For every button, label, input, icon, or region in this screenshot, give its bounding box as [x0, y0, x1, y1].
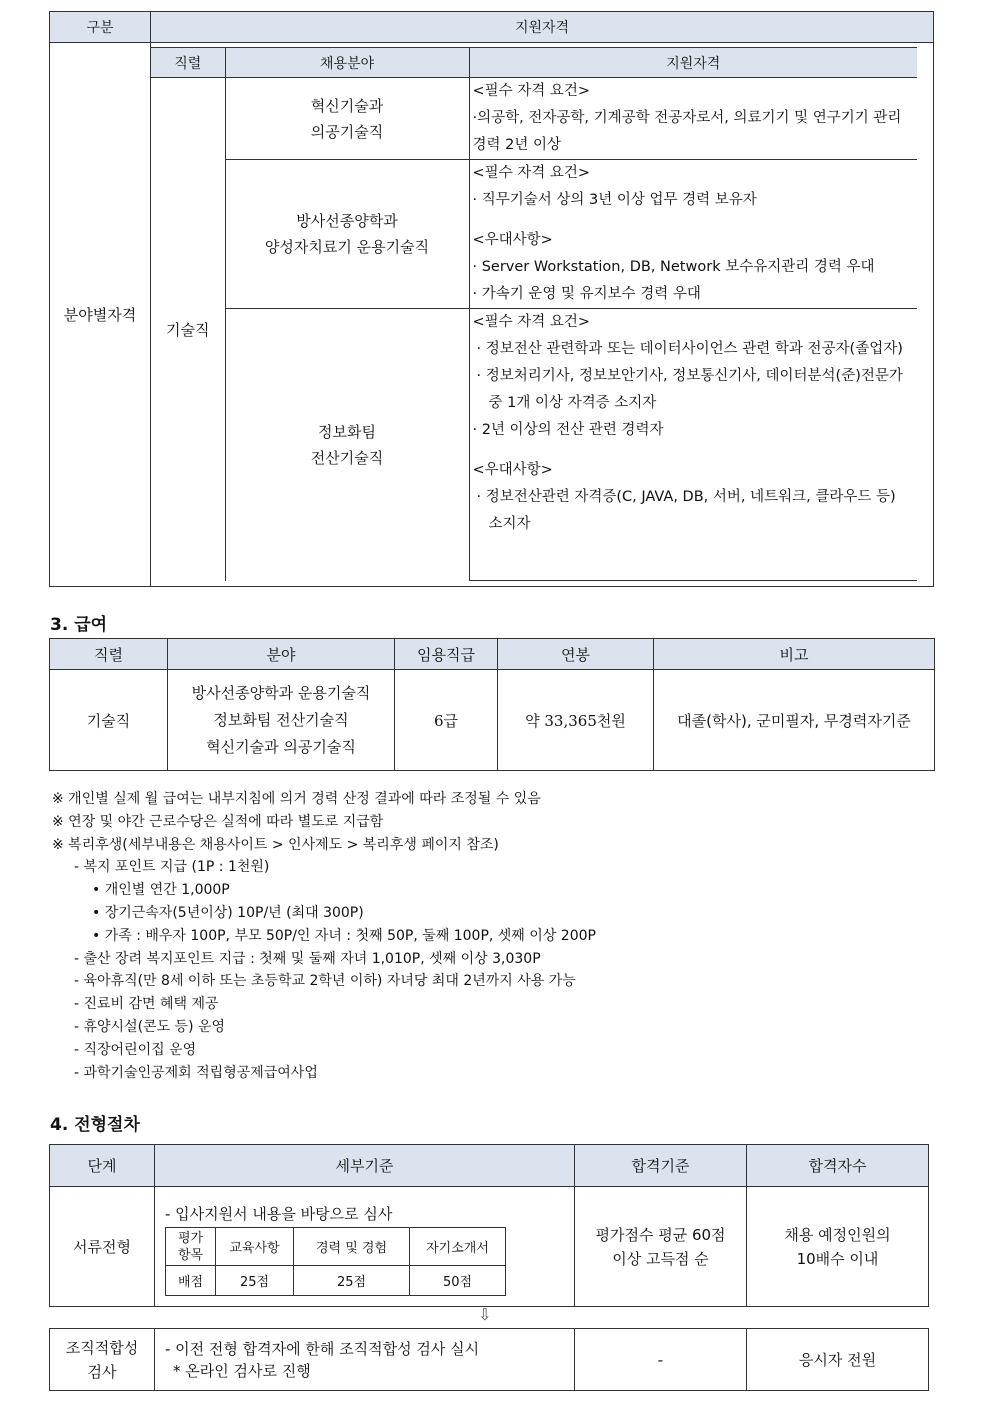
qual-line: <필수 자격 요건> — [472, 83, 591, 99]
score-item-1: 교육사항 — [216, 1228, 294, 1266]
note-line: - 복지 포인트 지급 (1P : 1천원) — [74, 859, 270, 876]
header-division: 구분 — [50, 12, 151, 43]
salary-pay: 약 33,365천원 — [498, 670, 654, 771]
salary-fields — [168, 670, 395, 771]
note-line: - 직장어린이집 운영 — [74, 1041, 197, 1058]
qual-line: · 정보전산관련 자격증(C, JAVA, DB, 서버, 네트워크, 클라우드 등) 소지자 — [476, 489, 896, 532]
stage-aptitude-pass: - — [575, 1329, 747, 1391]
qual-cell-1 — [469, 78, 917, 160]
field-name: 혁신기술과 — [310, 96, 384, 115]
stage-document: 서류전형 — [50, 1187, 155, 1307]
stage-aptitude-count: 응시자 전원 — [747, 1329, 929, 1391]
salary-grade: 6급 — [395, 670, 498, 771]
salary-field: 방사선종양학과 운용기술직 — [191, 683, 371, 702]
qual-line: <필수 자격 요건> — [472, 165, 591, 181]
stage-document-count — [747, 1187, 929, 1307]
salary-section-title: 3. 급여 — [50, 615, 108, 635]
field-name: 방사선종양학과 — [296, 212, 398, 230]
score-value-2: 25점 — [294, 1266, 410, 1296]
salary-table — [49, 638, 935, 771]
proc-header-detail: 세부기준 — [155, 1145, 575, 1187]
sub-header-qual: 지원자격 — [469, 48, 917, 78]
note-line: • 가족 : 배우자 100P, 부모 50P/인 자녀 : 첫째 50P, 둘째 100P, 셋째 이상 200P — [92, 927, 596, 944]
qual-line: · 2년 이상의 전산 관련 경력자 — [472, 422, 664, 438]
salary-field: 혁신기술과 의공기술직 — [206, 737, 356, 756]
qual-cell-3 — [469, 309, 917, 581]
qual-line: <우대사항> — [472, 232, 553, 248]
note-line: ※ 연장 및 야간 근로수당은 실적에 따라 별도로 지급함 — [52, 813, 384, 830]
score-header-text: 항목 — [177, 1247, 204, 1263]
stage-document-detail — [155, 1187, 575, 1307]
stage-document-desc: - 입사지원서 내용을 바탕으로 심사 — [165, 1205, 393, 1223]
score-table — [165, 1227, 506, 1296]
proc-header-count: 합격자수 — [747, 1145, 929, 1187]
note-line: ※ 복리후생(세부내용은 채용사이트 > 인사제도 > 복리후생 페이지 참조) — [52, 836, 499, 853]
note-line: - 과학기술인공제회 적립형공제급여사업 — [74, 1064, 318, 1081]
qual-line — [473, 214, 915, 227]
qual-line: · 정보전산 관련학과 또는 데이터사이언스 관련 학과 전공자(졸업자) — [476, 341, 903, 357]
pass-text: 평가점수 평균 60점 — [595, 1225, 726, 1244]
proc-header-pass: 합격기준 — [575, 1145, 747, 1187]
field-name: 의공기술직 — [310, 122, 384, 141]
salary-header-rank: 직렬 — [50, 639, 168, 670]
qualification-table — [49, 11, 934, 587]
qual-line: · Server Workstation, DB, Network 보수유지관리 경력 우대 — [472, 259, 875, 275]
qualification-inner-table — [151, 47, 917, 581]
sub-header-rank: 직렬 — [151, 48, 225, 78]
field-name: 양성자치료기 운용기술직 — [264, 238, 430, 256]
score-item-2: 경력 및 경험 — [294, 1228, 410, 1266]
header-qualification: 지원자격 — [151, 12, 934, 43]
field-cell-1 — [225, 78, 469, 160]
arrow-down-icon: ⇩ — [478, 1305, 492, 1324]
salary-header-grade: 임용직급 — [395, 639, 498, 670]
note-line: - 휴양시설(콘도 등) 운영 — [74, 1018, 226, 1035]
qual-line: ·의공학, 전자공학, 기계공학 전공자로서, 의료기기 및 연구기기 관리 경력 2년 이상 — [472, 110, 902, 153]
score-header-points: 배점 — [166, 1266, 216, 1296]
score-item-3: 자기소개서 — [410, 1228, 506, 1266]
score-value-1: 25점 — [216, 1266, 294, 1296]
salary-header-note: 비고 — [654, 639, 935, 670]
count-text: 10배수 이내 — [796, 1249, 879, 1268]
salary-field: 정보화팀 전산기술직 — [213, 710, 349, 729]
note-line: • 장기근속자(5년이상) 10P/년 (최대 300P) — [92, 904, 364, 921]
benefit-notes — [52, 788, 596, 1084]
stage-text: 조직적합성 — [65, 1338, 139, 1357]
section-label: 분야별자격 — [50, 43, 151, 587]
proc-header-stage: 단계 — [50, 1145, 155, 1187]
stage-aptitude-desc: - 이전 전형 합격자에 한해 조직적합성 검사 실시 — [165, 1339, 480, 1358]
score-value-3: 50점 — [410, 1266, 506, 1296]
qual-line: <필수 자격 요건> — [472, 314, 591, 330]
procedure-table-2 — [49, 1328, 929, 1391]
score-header-eval — [166, 1228, 216, 1266]
note-line: - 출산 장려 복지포인트 지급 : 첫째 및 둘째 자녀 1,010P, 셋째 이상 3,030P — [74, 950, 541, 967]
salary-header-field: 분야 — [168, 639, 395, 670]
field-cell-3 — [225, 309, 469, 581]
salary-header-pay: 연봉 — [498, 639, 654, 670]
note-line: ※ 개인별 실제 월 급여는 내부지침에 의거 경력 산정 결과에 따라 조정될 수 있음 — [52, 791, 541, 807]
procedure-section-title: 4. 전형절차 — [50, 1115, 140, 1135]
qual-line: · 가속기 운영 및 유지보수 경력 우대 — [472, 286, 701, 302]
qual-line: <우대사항> — [472, 462, 553, 478]
note-line: • 개인별 연간 1,000P — [92, 882, 230, 899]
stage-aptitude-detail — [155, 1329, 575, 1391]
field-name: 전산기술직 — [310, 448, 384, 467]
qual-line: · 정보처리기사, 정보보안기사, 정보통신기사, 데이터분석(준)전문가 중 1개 이상 자격증 소지자 — [476, 368, 903, 411]
qual-cell-2 — [469, 160, 917, 309]
note-line: - 진료비 감면 혜택 제공 — [74, 996, 219, 1013]
score-header-text: 평가 — [177, 1230, 204, 1246]
salary-note: 대졸(학사), 군미필자, 무경력자기준 — [654, 670, 935, 771]
stage-text: 검사 — [87, 1362, 117, 1381]
note-line: - 육아휴직(만 8세 이하 또는 초등학교 2학년 이하) 자녀당 최대 2년까지 사용 가능 — [74, 973, 576, 990]
rank-cell: 기술직 — [151, 78, 225, 581]
qual-line — [473, 444, 915, 457]
salary-rank: 기술직 — [50, 670, 168, 771]
qual-line: · 직무기술서 상의 3년 이상 업무 경력 보유자 — [472, 192, 757, 208]
stage-document-pass — [575, 1187, 747, 1307]
procedure-table — [49, 1144, 929, 1307]
stage-aptitude — [50, 1329, 155, 1391]
sub-header-field: 채용분야 — [225, 48, 469, 78]
field-cell-2 — [225, 160, 469, 309]
pass-text: 이상 고득점 순 — [612, 1249, 709, 1268]
count-text: 채용 예정인원의 — [784, 1225, 891, 1244]
stage-aptitude-note: * 온라인 검사로 진행 — [173, 1361, 311, 1380]
field-name: 정보화팀 — [318, 422, 376, 441]
